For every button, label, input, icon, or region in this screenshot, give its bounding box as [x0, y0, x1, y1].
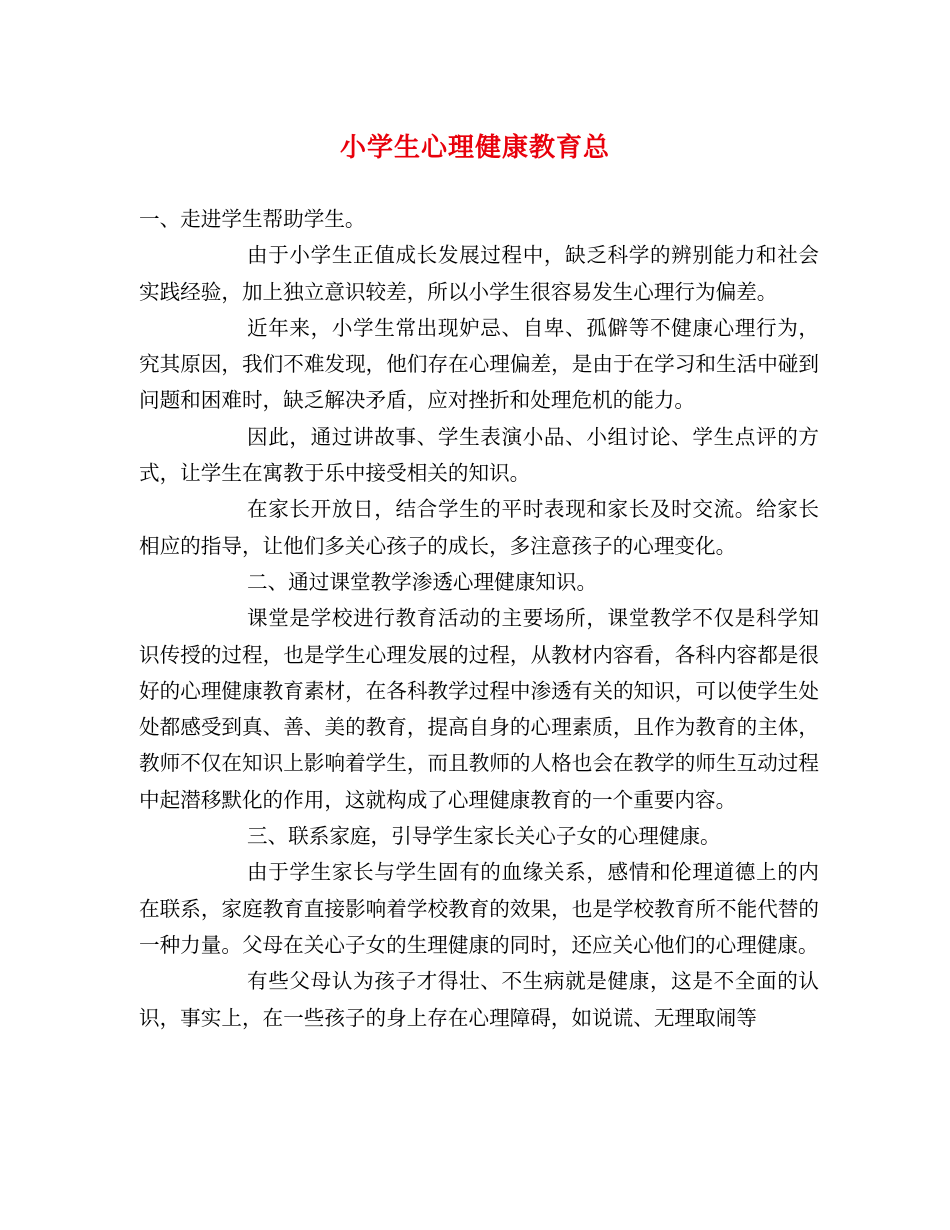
- paragraph: 有些父母认为孩子才得壮、不生病就是健康，这是不全面的认识，事实上，在一些孩子的身上存在心理障碍，如说谎、无理取闹等: [139, 969, 819, 1030]
- document-body: [139, 201, 819, 1036]
- paragraph: 课堂是学校进行教育活动的主要场所，课堂教学不仅是科学知识传授的过程，也是学生心理发展的过程，从教材内容看，各科内容都是很好的心理健康教育素材，在各科教学过程中渗透有关的知识，可以使学生处处都感受到真、善、美的教育，提高自身的心理素质，且作为教育的主体，教师不仅在知识上影响着学生，而且教师的人格也会在教学的师生互动过程中起潜移默化的作用，这就构成了心理健康教育的一个重要内容。: [139, 606, 819, 812]
- paragraph: 在家长开放日，结合学生的平时表现和家长及时交流。给家长相应的指导，让他们多关心孩子的成长，多注意孩子的心理变化。: [139, 497, 819, 558]
- section-heading-2: 二、通过课堂教学渗透心理健康知识。: [247, 569, 598, 594]
- paragraph: 因此，通过讲故事、学生表演小品、小组讨论、学生点评的方式，让学生在寓教于乐中接受相关的知识。: [139, 424, 819, 486]
- paragraph: 由于小学生正值成长发展过程中，缺乏科学的辨别能力和社会实践经验，加上独立意识较差，所以小学生很容易发生心理行为偏差。: [139, 243, 819, 304]
- paragraph: 近年来，小学生常出现妒忌、自卑、孤僻等不健康心理行为，究其原因，我们不难发现，他们存在心理偏差，是由于在学习和生活中碰到问题和困难时，缺乏解决矛盾，应对挫折和处理危机的能力。: [139, 315, 819, 413]
- section-heading-1: 一、走进学生帮助学生。: [139, 207, 366, 231]
- paragraph: 由于学生家长与学生固有的血缘关系，感情和伦理道德上的内在联系，家庭教育直接影响着学校教育的效果，也是学校教育所不能代替的一种力量。父母在关心子女的生理健康的同时，还应关心他们的心理健康。: [139, 860, 819, 957]
- document-title: 小学生心理健康教育总: [339, 133, 610, 163]
- section-heading-3: 三、联系家庭，引导学生家长关心子女的心理健康。: [247, 824, 721, 849]
